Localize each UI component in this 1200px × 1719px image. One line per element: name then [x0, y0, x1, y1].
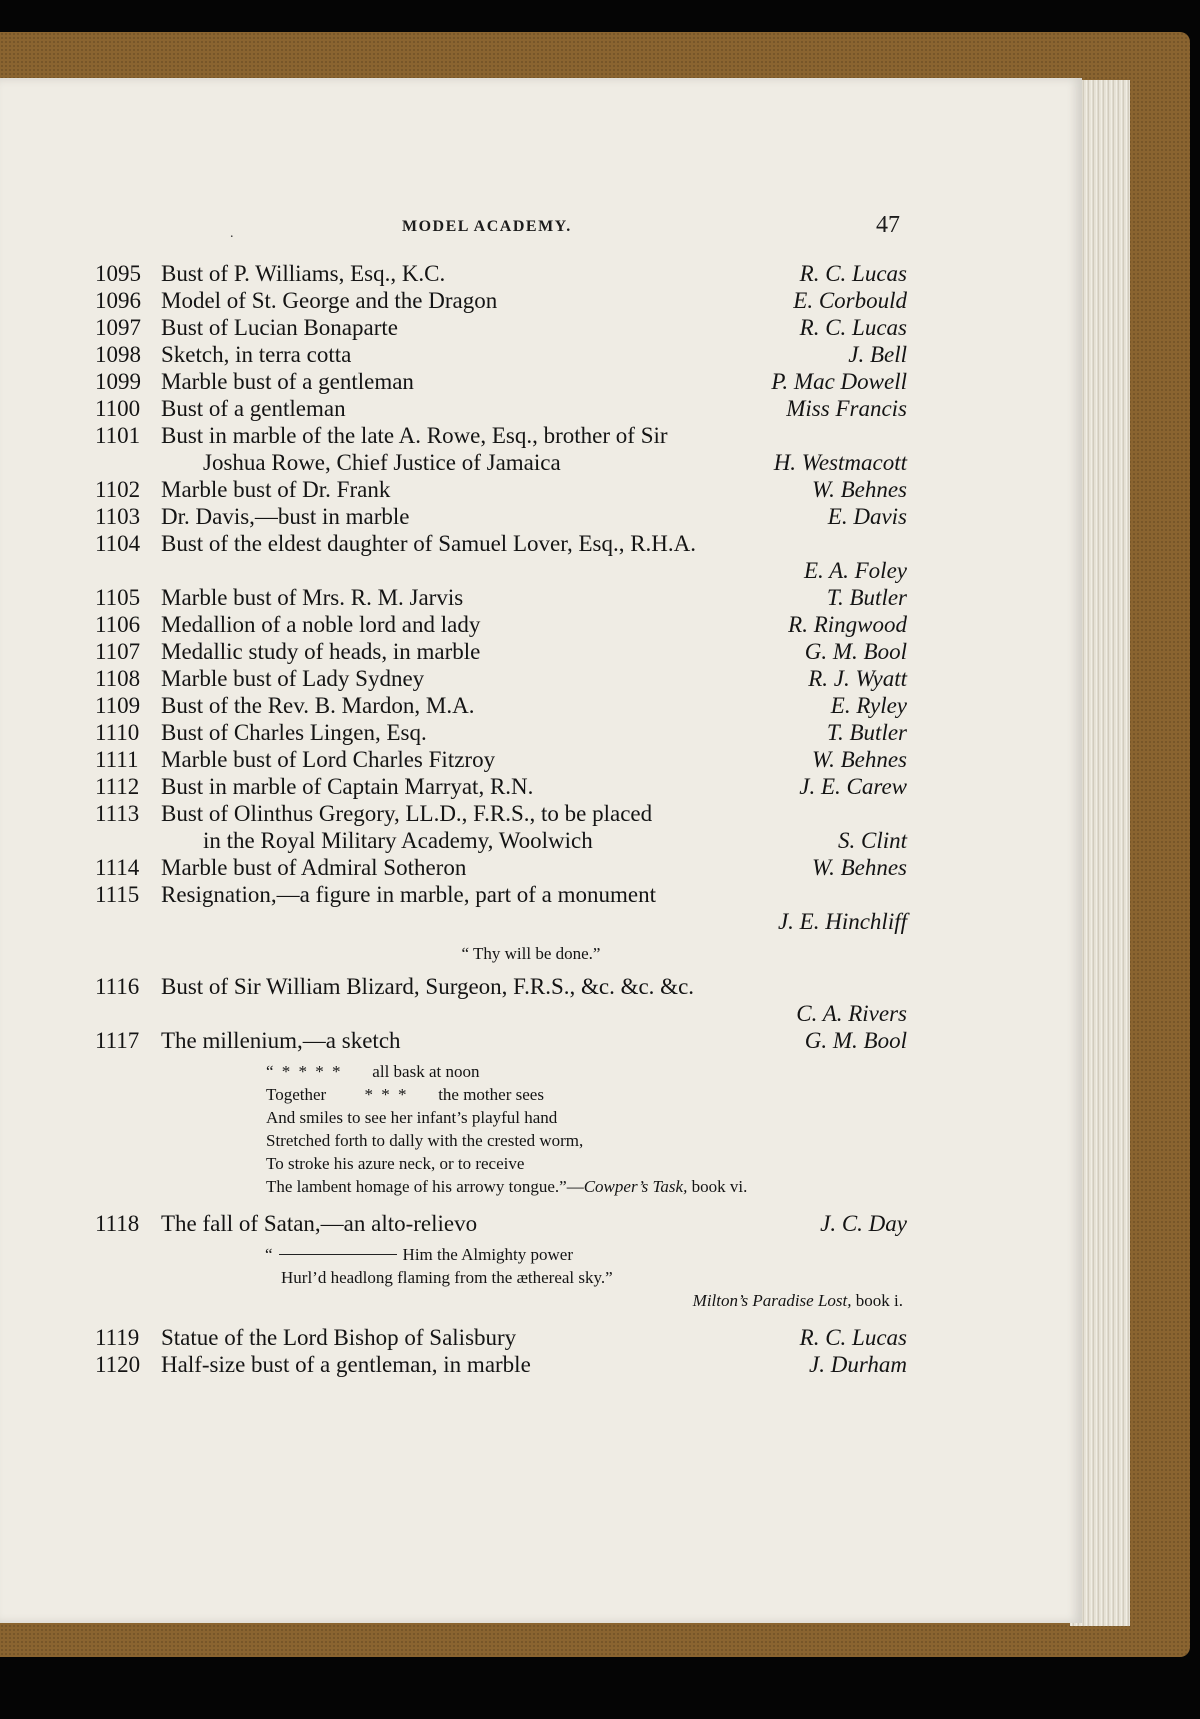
entry-1101 [95, 422, 907, 476]
entry-artist: J. Bell [848, 342, 907, 367]
verse-rule [279, 1254, 397, 1255]
entry-number: 1113 [95, 801, 140, 826]
entry-number: 1110 [95, 720, 140, 745]
entry-title: Marble bust of Lady Sydney [161, 666, 425, 691]
entry-1116 [95, 973, 907, 1027]
entry-number: 1120 [95, 1352, 141, 1377]
entry-1106 [95, 611, 907, 638]
entry-artist: J. Durham [809, 1352, 907, 1377]
entry-title: Bust in marble of Captain Marryat, R.N. [161, 774, 534, 799]
entry-number: 1097 [95, 315, 141, 340]
entry-artist: R. C. Lucas [799, 261, 907, 286]
entry-artist: R. C. Lucas [799, 1325, 907, 1350]
entry-1109 [95, 692, 907, 719]
entry-title: Model of St. George and the Dragon [161, 288, 498, 313]
entry-number: 1117 [95, 1028, 140, 1053]
page-header [0, 212, 1200, 246]
verse-quotation [95, 1243, 907, 1312]
entry-1097 [95, 314, 907, 341]
entry-1096 [95, 287, 907, 314]
entry-1099 [95, 368, 907, 395]
verse-line: And smiles to see her infant’s playful hand [266, 1108, 558, 1127]
entry-1108 [95, 665, 907, 692]
entry-artist: J. E. Carew [799, 774, 907, 799]
entry-title: Bust of the Rev. B. Mardon, M.A. [161, 693, 475, 718]
entry-title: Sketch, in terra cotta [161, 342, 352, 367]
entry-title-continued: in the Royal Military Academy, Woolwich [203, 828, 593, 853]
verse-open-quote: “ [265, 1245, 273, 1264]
entry-1110 [95, 719, 907, 746]
entry-artist: E. Corbould [793, 288, 907, 313]
verse-line: Him the Almighty power [402, 1245, 574, 1264]
entry-artist: W. Behnes [812, 855, 907, 880]
header-dot: . [230, 226, 234, 241]
entry-title: Marble bust of Mrs. R. M. Jarvis [161, 585, 464, 610]
entry-1100 [95, 395, 907, 422]
verse-line: Together [266, 1085, 327, 1104]
entry-title: The millenium,—a sketch [161, 1028, 401, 1053]
entry-artist: G. M. Bool [804, 1028, 907, 1053]
entry-artist: T. Butler [826, 720, 907, 745]
entry-artist: Miss Francis [786, 396, 907, 421]
entry-number: 1105 [95, 585, 141, 610]
entry-number: 1103 [95, 504, 141, 529]
entry-1107 [95, 638, 907, 665]
entry-1098 [95, 341, 907, 368]
verse-line: all bask at noon [372, 1062, 480, 1081]
entry-1119 [95, 1324, 907, 1351]
entry-number: 1095 [95, 261, 141, 286]
entry-1102 [95, 476, 907, 503]
entry-number: 1114 [95, 855, 140, 880]
entry-title: Bust of Lucian Bonaparte [161, 315, 398, 340]
entry-title: Statue of the Lord Bishop of Salisbury [161, 1325, 517, 1350]
entry-artist: J. E. Hinchliff [777, 909, 907, 934]
entry-1118 [95, 1204, 907, 1324]
entry-number: 1112 [95, 774, 140, 799]
entry-number: 1118 [95, 1211, 140, 1236]
entry-1105 [95, 584, 907, 611]
entry-artist: R. Ringwood [788, 612, 907, 637]
entry-artist: W. Behnes [812, 747, 907, 772]
entry-title: Marble bust of Dr. Frank [161, 477, 391, 502]
entry-title: Bust of P. Williams, Esq., K.C. [161, 261, 446, 286]
entry-title: Half-size bust of a gentleman, in marble [161, 1352, 531, 1377]
verse-stars: * * * [364, 1085, 409, 1104]
entry-number: 1096 [95, 288, 141, 313]
entry-title: Resignation,—a figure in marble, part of a monument [161, 882, 657, 907]
entry-number: 1102 [95, 477, 141, 502]
entry-title: Marble bust of a gentleman [161, 369, 414, 394]
verse-source: Cowper’s Task, [583, 1177, 688, 1196]
entry-artist: E. Ryley [830, 693, 907, 718]
entry-1103 [95, 503, 907, 530]
entry-artist: J. C. Day [820, 1211, 907, 1236]
entry-title-continued: Joshua Rowe, Chief Justice of Jamaica [203, 450, 561, 475]
page-number: 47 [876, 212, 900, 238]
entry-1115 [95, 881, 907, 973]
entry-artist: T. Butler [826, 585, 907, 610]
entry-number: 1107 [95, 639, 141, 664]
entry-number: 1119 [95, 1325, 140, 1350]
verse-line: the mother sees [438, 1085, 544, 1104]
entry-1111 [95, 746, 907, 773]
entry-title: Medallion of a noble lord and lady [161, 612, 481, 637]
entry-number: 1106 [95, 612, 141, 637]
running-head: MODEL ACADEMY. [402, 218, 572, 235]
entry-1095 [95, 260, 907, 287]
entry-number: 1115 [95, 882, 140, 907]
entry-artist: G. M. Bool [804, 639, 907, 664]
entry-number: 1098 [95, 342, 141, 367]
entry-artist: H. Westmacott [773, 450, 907, 475]
verse-quotation [95, 1060, 907, 1198]
entry-number: 1100 [95, 396, 141, 421]
entry-number: 1101 [95, 423, 141, 448]
verse-line: Stretched forth to dally with the crested worm, [266, 1131, 584, 1150]
entry-number: 1111 [95, 747, 139, 772]
entry-number: 1116 [95, 974, 140, 999]
entry-artist: P. Mac Dowell [771, 369, 907, 394]
entry-title: Marble bust of Lord Charles Fitzroy [161, 747, 496, 772]
entry-number: 1104 [95, 531, 141, 556]
verse-book: book i. [851, 1291, 903, 1310]
entry-title: Bust of the eldest daughter of Samuel Lover, Esq., R.H.A. [161, 531, 697, 556]
entry-1117 [95, 1027, 907, 1204]
entry-title: Marble bust of Admiral Sotheron [161, 855, 467, 880]
entry-number: 1109 [95, 693, 141, 718]
entry-1104 [95, 530, 907, 584]
entry-title: Medallic study of heads, in marble [161, 639, 481, 664]
entry-title: Dr. Davis,—bust in marble [161, 504, 410, 529]
entry-title: Bust of a gentleman [161, 396, 346, 421]
entry-title: Bust of Charles Lingen, Esq. [161, 720, 427, 745]
verse-line: Hurl’d headlong flaming from the æthereal sky.” [281, 1268, 613, 1287]
entry-number: 1108 [95, 666, 141, 691]
entry-1120 [95, 1351, 907, 1378]
entry-artist: R. J. Wyatt [808, 666, 907, 691]
entry-artist: E. Davis [827, 504, 907, 529]
entry-artist: C. A. Rivers [796, 1001, 907, 1026]
entry-title: Bust of Olinthus Gregory, LL.D., F.R.S., to be placed [161, 801, 653, 826]
entry-1113 [95, 800, 907, 854]
catalogue-entries [95, 260, 907, 1378]
entry-1112 [95, 773, 907, 800]
entry-artist: W. Behnes [812, 477, 907, 502]
verse-line: To stroke his azure neck, or to receive [266, 1154, 525, 1173]
entry-title: The fall of Satan,—an alto-relievo [161, 1211, 478, 1236]
entry-title: Bust in marble of the late A. Rowe, Esq., brother of Sir [161, 423, 668, 448]
entry-artist: R. C. Lucas [799, 315, 907, 340]
entry-number: 1099 [95, 369, 141, 394]
entry-artist: S. Clint [837, 828, 907, 853]
verse-book: book vi. [687, 1177, 748, 1196]
entry-1114 [95, 854, 907, 881]
verse-line: The lambent homage of his arrowy tongue.”— [266, 1177, 584, 1196]
entry-title: Bust of Sir William Blizard, Surgeon, F.R.S., &c. &c. &c. [161, 974, 695, 999]
verse-line: “ * * * * [266, 1062, 343, 1081]
entry-quote: “ Thy will be done.” [461, 944, 601, 963]
verse-source: Milton’s Paradise Lost, [692, 1291, 852, 1310]
entry-artist: E. A. Foley [803, 558, 907, 583]
